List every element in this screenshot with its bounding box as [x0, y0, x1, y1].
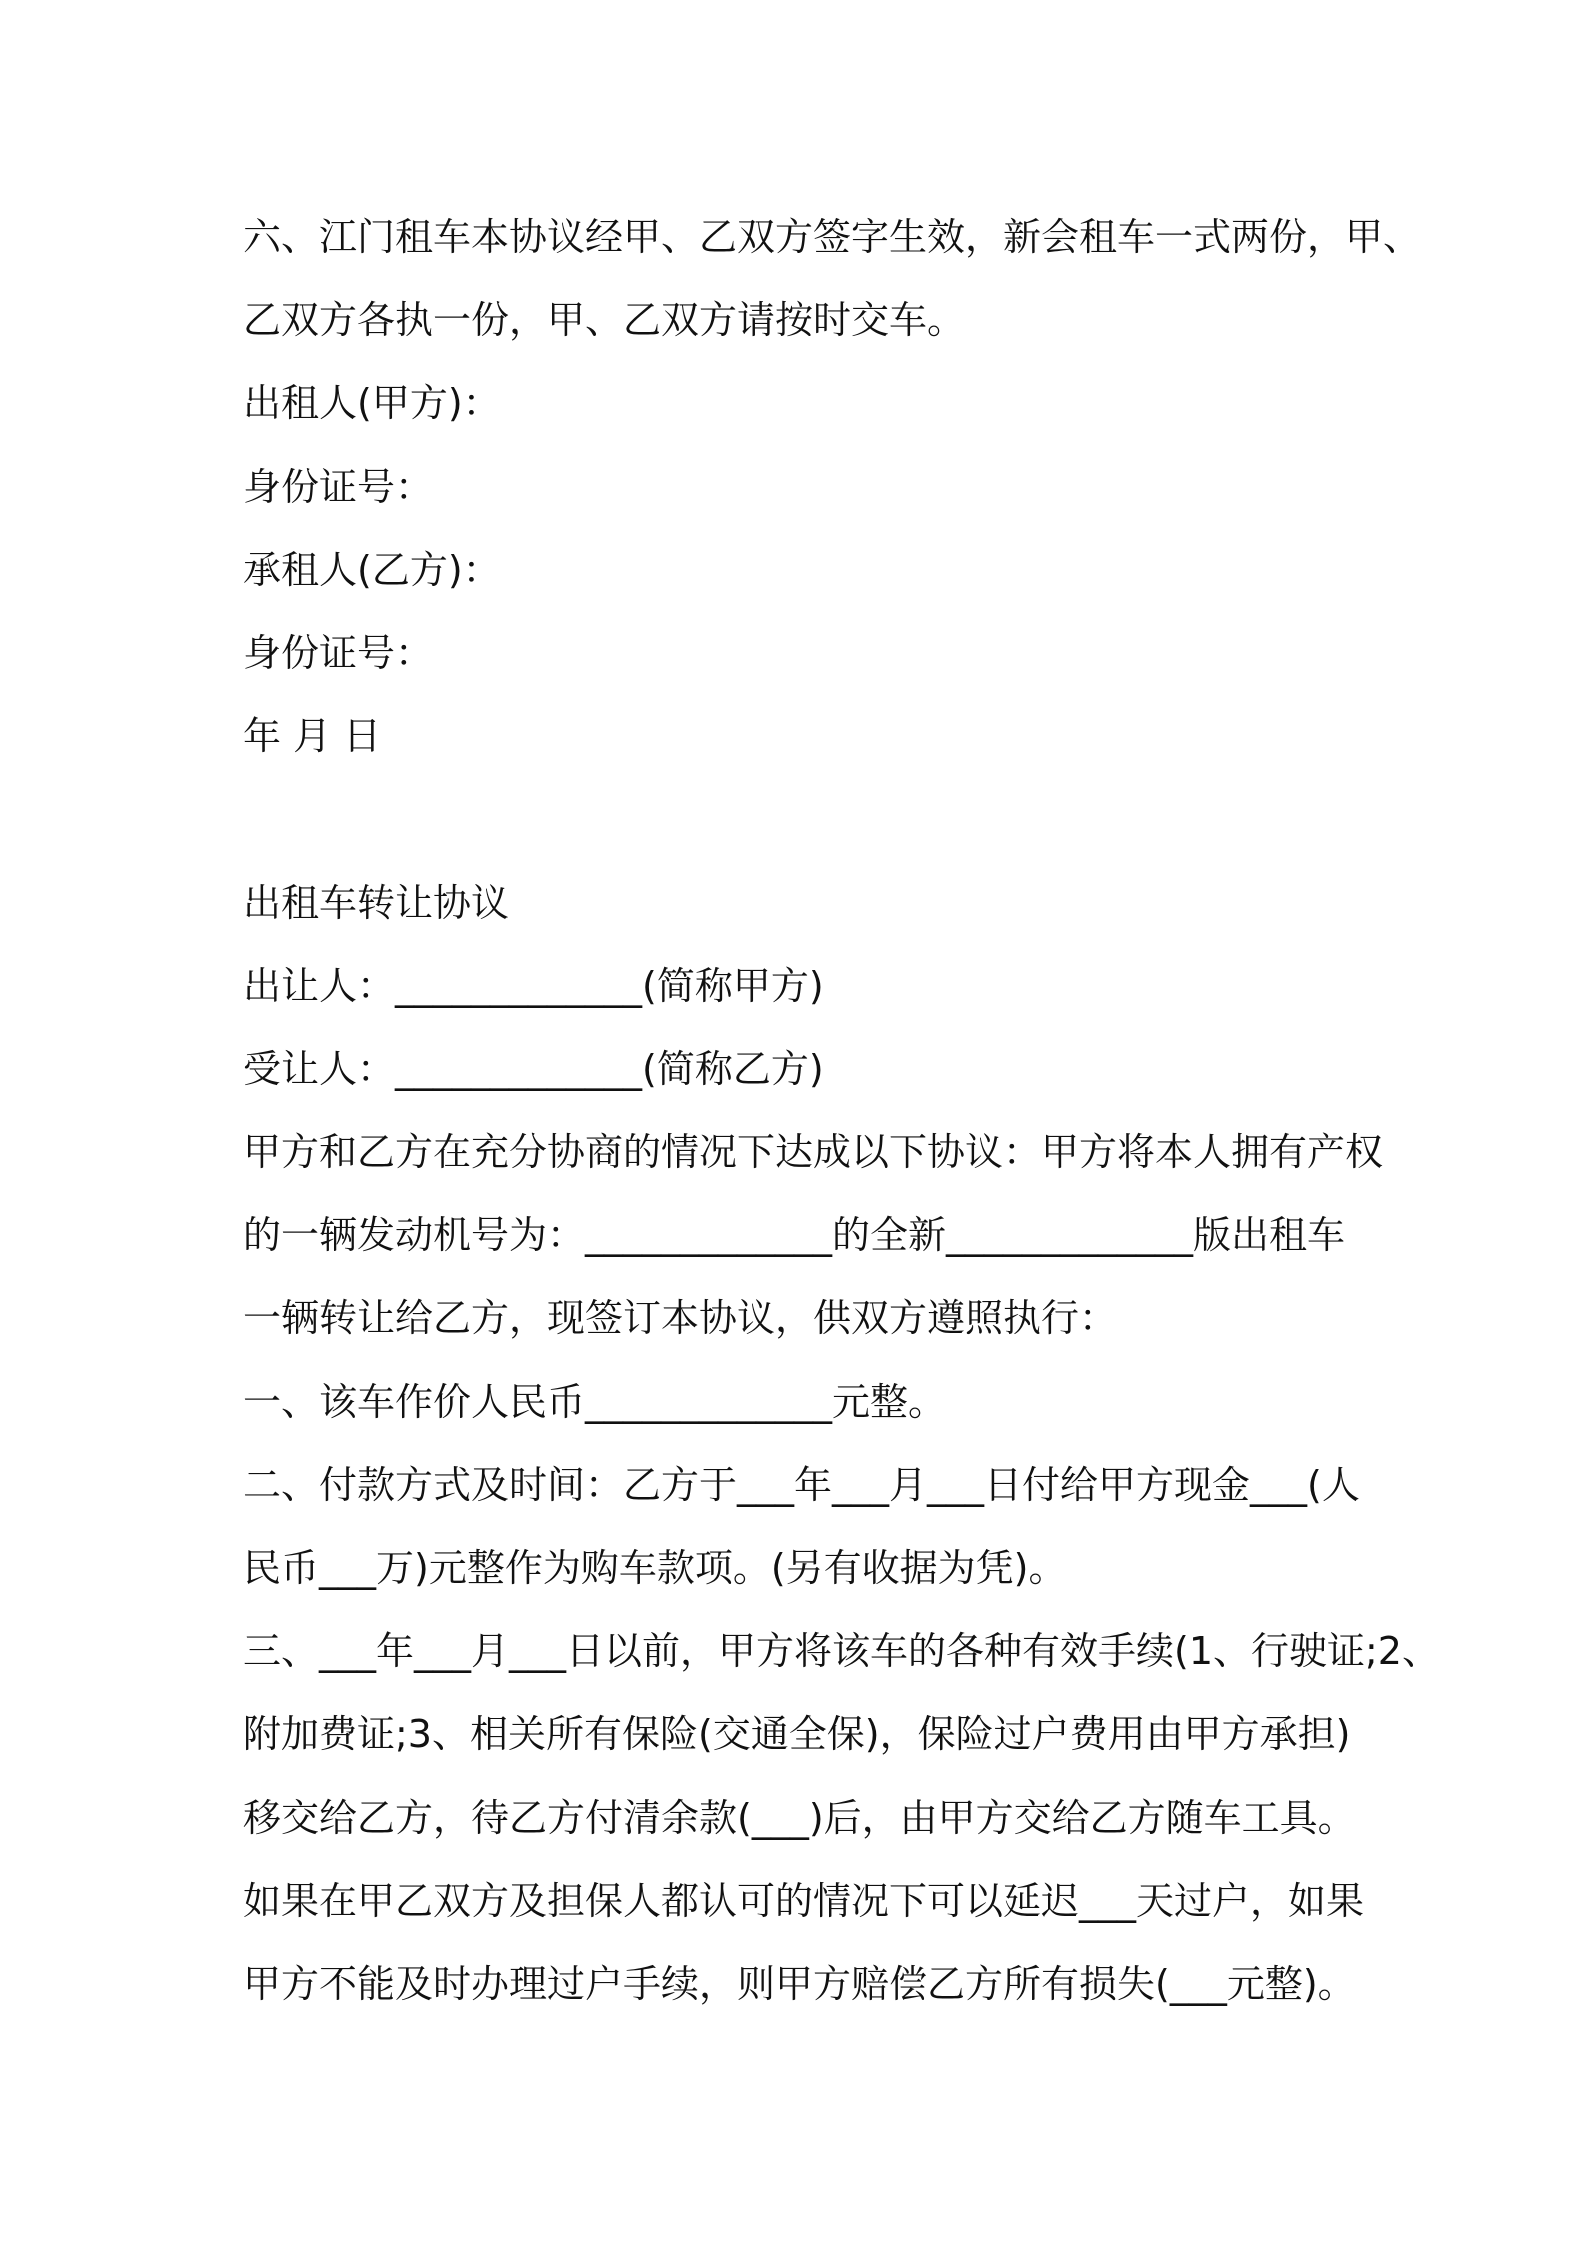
agreement-title: 出租车转让协议 [243, 880, 510, 925]
clause-three-line-3: 移交给乙方，待乙方付清余款(___)后，由甲方交给乙方随车工具。 [243, 1795, 1356, 1840]
clause-one: 一、该车作价人民币_____________元整。 [243, 1379, 947, 1424]
clause-three-line-4: 如果在甲乙双方及担保人都认可的情况下可以延迟___天过户，如果 [243, 1878, 1365, 1923]
preamble-line-3: 一辆转让给乙方，现签订本协议，供双方遵照执行： [243, 1296, 1118, 1341]
section-gap [243, 778, 1363, 861]
preamble-line-1: 甲方和乙方在充分协商的情况下达成以下协议：甲方将本人拥有产权 [243, 1130, 1384, 1175]
clause-three-line-2: 附加费证;3、相关所有保险(交通全保)，保险过户费用由甲方承担) [243, 1712, 1351, 1757]
clause-three-line-1: 三、___年___月___日以前，甲方将该车的各种有效手续(1、行驶证;2、 [243, 1629, 1440, 1674]
clause-two-line-1: 二、付款方式及时间：乙方于___年___月___日付给甲方现金___(人 [243, 1462, 1360, 1507]
lessee-label: 承租人(乙方)： [243, 547, 501, 592]
date-line: 年 月 日 [243, 714, 382, 759]
clause-three-line-5: 甲方不能及时办理过户手续，则甲方赔偿乙方所有损失(___元整)。 [243, 1961, 1356, 2006]
lessor-label: 出租人(甲方)： [243, 381, 501, 426]
preamble-line-2: 的一辆发动机号为：_____________的全新_____________版出租车 [243, 1213, 1346, 1258]
clause-six-line-2: 乙双方各执一份，甲、乙双方请按时交车。 [243, 298, 966, 343]
transferee-line: 受让人：_____________(简称乙方) [243, 1046, 824, 1091]
clause-two-line-2: 民币___万)元整作为购车款项。(另有收据为凭)。 [243, 1546, 1067, 1590]
lessor-id-label: 身份证号： [243, 464, 434, 509]
lessee-id-label: 身份证号： [243, 630, 434, 675]
clause-six-line-1: 六、江门租车本协议经甲、乙双方签字生效，新会租车一式两份，甲、 [243, 215, 1422, 259]
transferor-line: 出让人：_____________(简称甲方) [243, 963, 824, 1008]
document-body [243, 196, 1440, 2026]
